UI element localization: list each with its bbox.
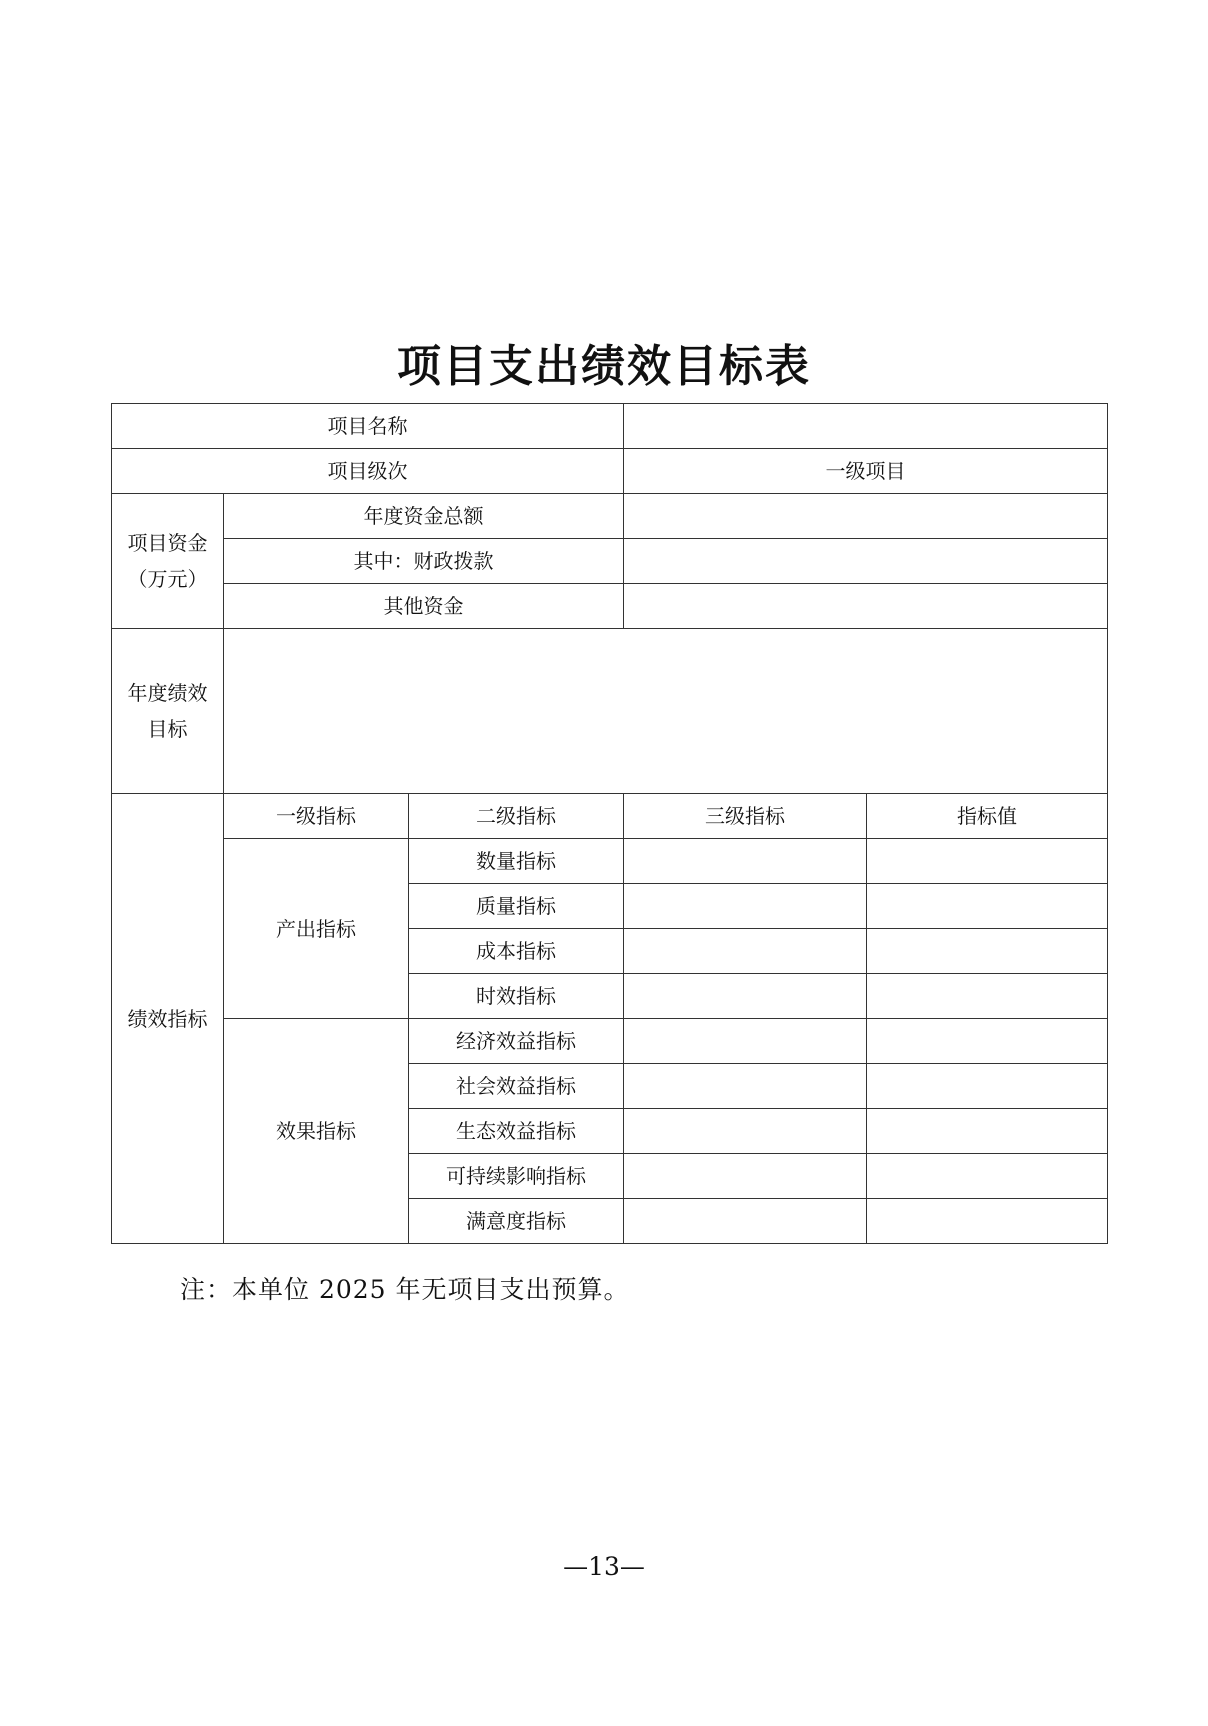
quality-indicator: 质量指标 bbox=[409, 884, 624, 929]
value-cell bbox=[867, 884, 1108, 929]
annual-goal-label-line2: 目标 bbox=[147, 717, 188, 741]
timeliness-indicator: 时效指标 bbox=[409, 974, 624, 1019]
page-title: 项目支出绩效目标表 bbox=[397, 341, 811, 392]
table-row bbox=[112, 839, 1108, 884]
funds-total-value bbox=[624, 494, 1108, 539]
social-benefit-indicator: 社会效益指标 bbox=[409, 1064, 624, 1109]
satisfaction-indicator: 满意度指标 bbox=[409, 1199, 624, 1244]
indicators-label: 绩效指标 bbox=[112, 794, 224, 1244]
header-level1: 一级指标 bbox=[224, 794, 409, 839]
funds-fiscal-label: 其中：财政拨款 bbox=[224, 539, 624, 584]
quantity-indicator: 数量指标 bbox=[409, 839, 624, 884]
value-cell bbox=[867, 839, 1108, 884]
table-row bbox=[112, 584, 1108, 629]
project-name-label: 项目名称 bbox=[112, 404, 624, 449]
value-cell bbox=[867, 1154, 1108, 1199]
funds-label-line1: 项目资金 bbox=[127, 531, 208, 555]
funds-label-line2: （万元） bbox=[127, 567, 208, 591]
funds-total-label: 年度资金总额 bbox=[224, 494, 624, 539]
table-row bbox=[112, 1019, 1108, 1064]
table-row bbox=[112, 494, 1108, 539]
value-cell bbox=[867, 929, 1108, 974]
page-number: —13— bbox=[563, 1552, 645, 1581]
value-cell bbox=[867, 1064, 1108, 1109]
level3-cell bbox=[624, 929, 867, 974]
funds-fiscal-value bbox=[624, 539, 1108, 584]
level3-cell bbox=[624, 1109, 867, 1154]
sustainability-indicator: 可持续影响指标 bbox=[409, 1154, 624, 1199]
annual-goal-label-line1: 年度绩效 bbox=[127, 681, 208, 705]
budget-note: 注：本单位 2025 年无项目支出预算。 bbox=[180, 1275, 630, 1304]
level3-cell bbox=[624, 1019, 867, 1064]
value-cell bbox=[867, 1199, 1108, 1244]
economic-benefit-indicator: 经济效益指标 bbox=[409, 1019, 624, 1064]
funds-other-value bbox=[624, 584, 1108, 629]
level3-cell bbox=[624, 884, 867, 929]
level3-cell bbox=[624, 974, 867, 1019]
performance-target-table bbox=[111, 403, 1108, 1244]
table-row bbox=[112, 404, 1108, 449]
project-level-label: 项目级次 bbox=[112, 449, 624, 494]
header-level2: 二级指标 bbox=[409, 794, 624, 839]
value-cell bbox=[867, 1019, 1108, 1064]
project-name-value bbox=[624, 404, 1108, 449]
table-row bbox=[112, 629, 1108, 794]
annual-goal-label bbox=[112, 629, 224, 794]
header-level3: 三级指标 bbox=[624, 794, 867, 839]
level3-cell bbox=[624, 1154, 867, 1199]
table-row bbox=[112, 539, 1108, 584]
level3-cell bbox=[624, 1199, 867, 1244]
funds-label bbox=[112, 494, 224, 629]
funds-other-label: 其他资金 bbox=[224, 584, 624, 629]
header-value: 指标值 bbox=[867, 794, 1108, 839]
table-row bbox=[112, 794, 1108, 839]
ecological-benefit-indicator: 生态效益指标 bbox=[409, 1109, 624, 1154]
table-row bbox=[112, 449, 1108, 494]
value-cell bbox=[867, 1109, 1108, 1154]
annual-goal-value bbox=[224, 629, 1108, 794]
level3-cell bbox=[624, 1064, 867, 1109]
project-level-value: 一级项目 bbox=[624, 449, 1108, 494]
effect-indicators-label: 效果指标 bbox=[224, 1019, 409, 1244]
output-indicators-label: 产出指标 bbox=[224, 839, 409, 1019]
value-cell bbox=[867, 974, 1108, 1019]
level3-cell bbox=[624, 839, 867, 884]
cost-indicator: 成本指标 bbox=[409, 929, 624, 974]
